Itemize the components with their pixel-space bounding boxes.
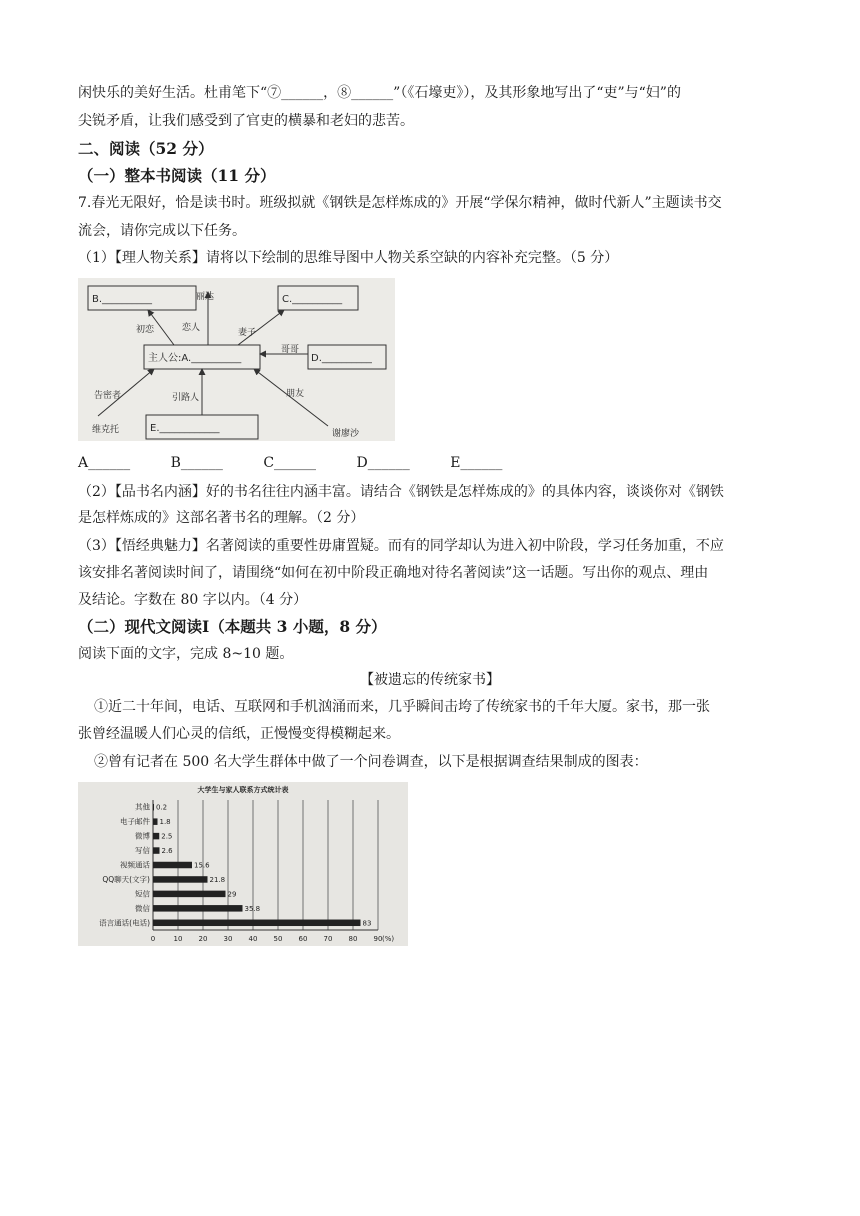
bar xyxy=(153,862,192,869)
bar-value-label: 0.2 xyxy=(156,803,168,812)
bar xyxy=(153,891,226,898)
x-axis-unit: (%) xyxy=(382,935,395,943)
x-tick-label: 60 xyxy=(298,935,308,943)
center-label: 主人公:A.__________ xyxy=(148,353,242,364)
task-3-line3: 及结论。字数在 80 字以内。（4 分） xyxy=(78,592,308,608)
category-label: 其他 xyxy=(135,802,150,812)
bar xyxy=(153,876,208,883)
bar xyxy=(153,804,154,811)
paragraph-1-line1: ①近二十年间，电话、互联网和手机汹涌而来，几乎瞬间击垮了传统家书的千年大厦。家书，那一张 xyxy=(94,699,710,715)
x-tick-label: 70 xyxy=(323,935,333,943)
box-b-label: B.__________ xyxy=(92,294,153,305)
label-pengyou: 朋友 xyxy=(286,389,305,399)
label-gaomizhe: 告密者 xyxy=(94,391,122,401)
text-line: 闲快乐的美好生活。杜甫笔下“⑦______，⑧______”（《石壕吏》），及其形象地写出了“吏”与“妇”的 xyxy=(78,85,681,101)
bar xyxy=(153,920,361,927)
bar xyxy=(153,833,159,840)
x-tick-label: 10 xyxy=(173,935,183,943)
label-lianren: 恋人 xyxy=(182,323,201,333)
x-tick-label: 80 xyxy=(348,935,358,943)
bar-value-label: 2.5 xyxy=(161,832,173,841)
section-heading: 二、阅读（52 分） xyxy=(78,139,214,158)
x-tick-label: 20 xyxy=(198,935,208,943)
bar xyxy=(153,905,243,912)
bar-value-label: 83 xyxy=(362,919,372,928)
category-label: 电子邮件 xyxy=(120,817,150,827)
chart-title: 大学生与家人联系方式统计表 xyxy=(197,786,289,794)
category-label: QQ聊天(文字) xyxy=(102,874,150,884)
task-3-line1: （3）【悟经典魅力】名著阅读的重要性毋庸置疑。而有的同学却认为进入初中阶段，学习任务加重，不应 xyxy=(78,538,724,554)
bar-value-label: 21.8 xyxy=(209,875,226,884)
answer-d: D______ xyxy=(356,455,410,471)
label-yinluren: 引路人 xyxy=(172,393,200,403)
task-1: （1）【理人物关系】请将以下绘制的思维导图中人物关系空缺的内容补充完整。（5 分） xyxy=(78,250,619,266)
article-title: 【被遗忘的传统家书】 xyxy=(360,672,500,688)
bar-chart xyxy=(78,782,408,946)
task-3-line2: 该安排名著阅读时间了，请围绕“如何在初中阶段正确地对待名著阅读”这一话题。写出你的观点、理由 xyxy=(78,565,709,581)
instruction: 阅读下面的文字，完成 8~10 题。 xyxy=(78,646,294,662)
category-label: 写信 xyxy=(135,846,150,856)
box-e-label: E.____________ xyxy=(150,423,220,434)
question-7-line1: 7.春光无限好，恰是读书时。班级拟就《钢铁是怎样炼成的》开展“学保尔精神，做时代新人”主题读书交 xyxy=(78,195,722,211)
category-label: 短信 xyxy=(135,889,150,899)
answer-blanks xyxy=(78,455,538,471)
category-label: 微博 xyxy=(135,831,150,841)
x-tick-label: 30 xyxy=(223,935,233,943)
subsection-heading: （二）现代文阅读Ⅰ（本题共 3 小题，8 分） xyxy=(78,617,387,636)
box-c-label: C.__________ xyxy=(282,294,343,305)
answer-c: C______ xyxy=(263,455,317,471)
category-label: 语言通话(电话) xyxy=(99,918,150,928)
category-label: 微信 xyxy=(135,903,150,913)
x-tick-label: 50 xyxy=(273,935,283,943)
category-label: 视频通话 xyxy=(120,860,150,870)
bar xyxy=(153,847,160,854)
x-tick-label: 90 xyxy=(373,935,383,943)
bar xyxy=(153,818,158,825)
label-chulian: 初恋 xyxy=(136,325,155,335)
task-2-line2: 是怎样炼成的》这部名著书名的理解。（2 分） xyxy=(78,510,365,526)
mind-map-figure xyxy=(78,278,395,441)
bar-value-label: 1.8 xyxy=(159,818,171,827)
subsection-heading: （一）整本书阅读（11 分） xyxy=(78,166,276,185)
label-qizi: 妻子 xyxy=(238,328,257,338)
x-tick-label: 40 xyxy=(248,935,258,943)
question-7-line2: 流会，请你完成以下任务。 xyxy=(78,223,246,239)
box-d-label: D.__________ xyxy=(311,353,372,364)
paragraph-2: ②曾有记者在 500 名大学生群体中做了一个问卷调查，以下是根据调查结果制成的图表： xyxy=(94,754,648,770)
bar-value-label: 2.6 xyxy=(161,847,173,856)
answer-a: A______ xyxy=(78,455,131,471)
label-weiketuo: 维克托 xyxy=(92,425,120,435)
bar-value-label: 29 xyxy=(227,890,237,899)
answer-e: E______ xyxy=(450,455,503,471)
task-2-line1: （2）【品书名内涵】好的书名往往内涵丰富。请结合《钢铁是怎样炼成的》的具体内容，谈谈你对《钢铁 xyxy=(78,484,724,500)
answer-b: B______ xyxy=(170,455,223,471)
label-xieliaosha: 谢廖沙 xyxy=(332,429,360,439)
label-gege: 哥哥 xyxy=(281,345,300,355)
x-tick-label: 0 xyxy=(150,935,156,943)
paragraph-1-line2: 张曾经温暖人们心灵的信纸，正慢慢变得模糊起来。 xyxy=(78,726,400,742)
bar-value-label: 15.6 xyxy=(194,861,210,870)
bar-value-label: 35.8 xyxy=(244,904,261,913)
text-line: 尖锐矛盾，让我们感受到了官吏的横暴和老妇的悲苦。 xyxy=(78,113,414,129)
label-lida: 丽达 xyxy=(196,292,215,302)
